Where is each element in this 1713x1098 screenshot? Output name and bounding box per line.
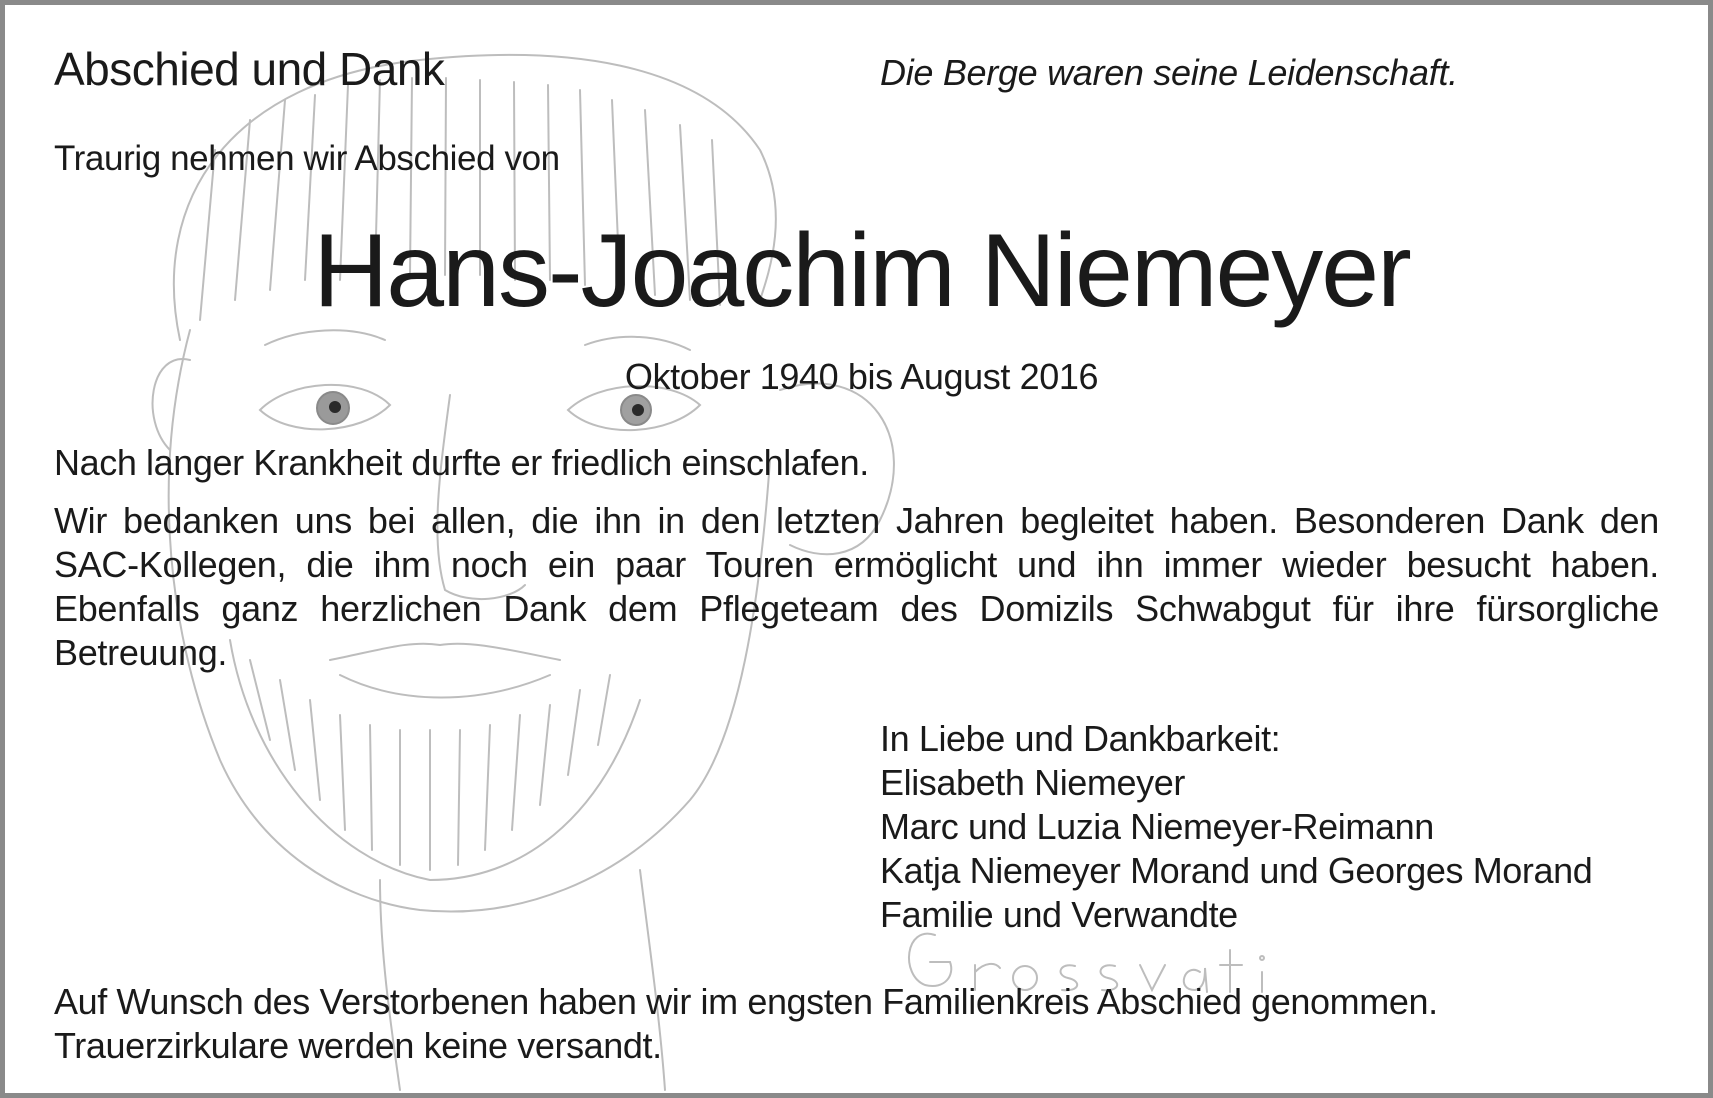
life-dates: Oktober 1940 bis August 2016 bbox=[624, 356, 1099, 397]
intro-line: Traurig nehmen wir Abschied von bbox=[54, 139, 560, 178]
paragraph-thanks: Wir bedanken uns bei allen, die ihn in den letzten Jahren begleitet haben. Besonderen Dank den SAC-Kollegen, die ihm noch ein paar Touren ermöglicht und ihn immer wieder besucht haben. Ebenfalls ganz herzlichen Dank dem Pflegeteam des Domizils Schwabgut für ihre fürsorgliche Betreuung. bbox=[54, 500, 1659, 673]
signer-name: Katja Niemeyer Morand und Georges Morand bbox=[880, 850, 1593, 891]
sketch-eyebrow-right bbox=[585, 337, 690, 350]
signer-name: Marc und Luzia Niemeyer-Reimann bbox=[880, 806, 1434, 847]
signers-intro: In Liebe und Dankbarkeit: bbox=[880, 718, 1281, 759]
sketch-mouth bbox=[340, 675, 550, 698]
deceased-name: Hans-Joachim Niemeyer bbox=[313, 213, 1410, 329]
paragraph-peaceful-passing: Nach langer Krankheit durfte er friedlich einschlafen. bbox=[54, 442, 869, 483]
sketch-eyebrow-left bbox=[265, 330, 385, 345]
notice-heading: Abschied und Dank bbox=[54, 43, 445, 95]
closing-block bbox=[54, 980, 1438, 1068]
signers-block bbox=[880, 717, 1592, 937]
motto-line: Die Berge waren seine Leidenschaft. bbox=[880, 52, 1458, 93]
signer-name: Familie und Verwandte bbox=[880, 894, 1238, 935]
signer-name: Elisabeth Niemeyer bbox=[880, 762, 1185, 803]
sketch-beard bbox=[230, 640, 640, 880]
closing-line: Auf Wunsch des Verstorbenen haben wir im engsten Familienkreis Abschied genommen. bbox=[54, 981, 1438, 1022]
closing-line: Trauerzirkulare werden keine versandt. bbox=[54, 1025, 662, 1066]
